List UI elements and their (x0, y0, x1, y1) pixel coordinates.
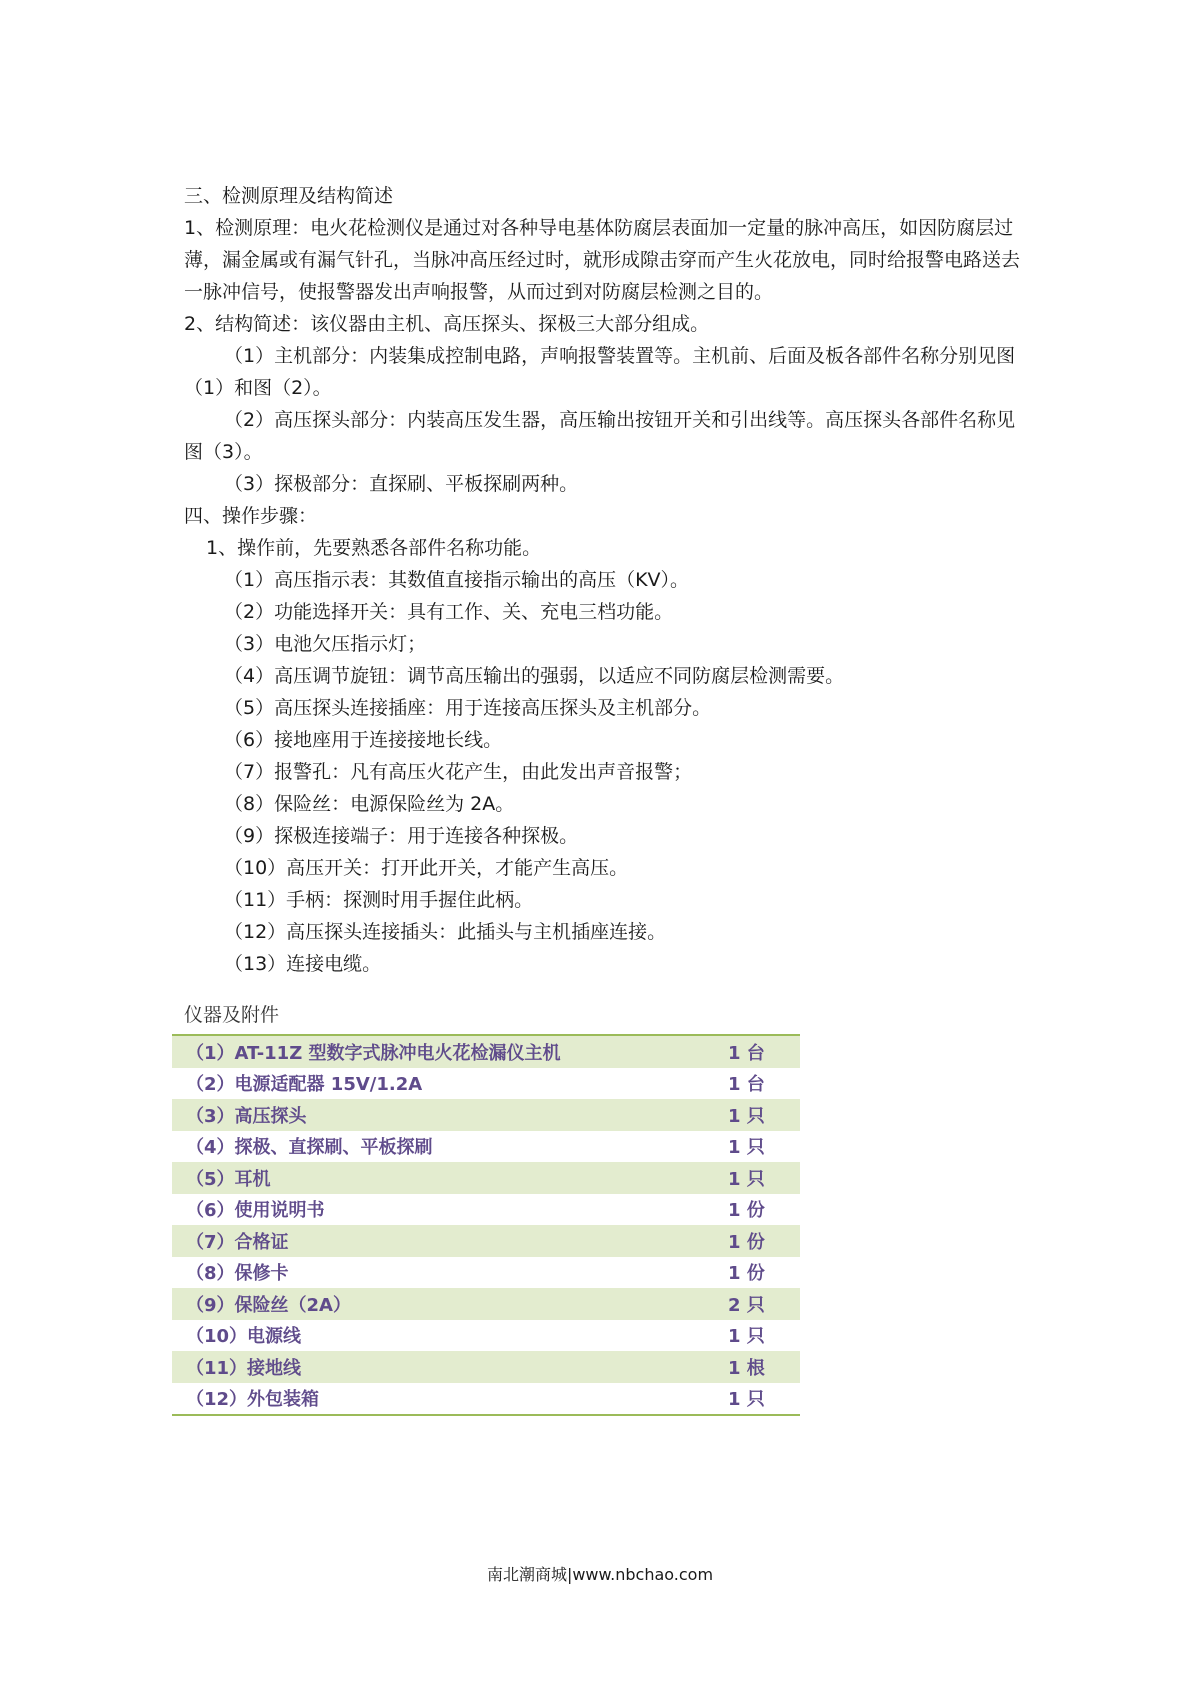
item-name: （5）耳机 (186, 1168, 271, 1190)
item-name: （6）使用说明书 (186, 1200, 325, 1222)
table-row (172, 1225, 800, 1257)
table-row (172, 1320, 800, 1352)
item-name: （1）AT-11Z 型数字式脉冲电火花检漏仪主机 (186, 1042, 561, 1064)
accessories-table (172, 1034, 800, 1416)
list-item: （7）报警孔：凡有高压火花产生，由此发出声音报警； (224, 761, 693, 783)
step1-paragraph: 1、操作前，先要熟悉各部件名称功能。 (206, 537, 542, 559)
list-item: （13）连接电缆。 (224, 953, 382, 975)
document-body (184, 180, 1024, 980)
list-item: （8）保险丝：电源保险丝为 2A。 (224, 793, 515, 815)
list-item: （1）高压指示表：其数值直接指示输出的高压（KV）。 (224, 569, 690, 591)
section-3-heading: 三、检测原理及结构简述 (184, 185, 394, 207)
list-item: （12）高压探头连接插头：此插头与主机插座连接。 (224, 921, 667, 943)
structure-paragraph: 2、结构简述：该仪器由主机、高压探头、探极三大部分组成。 (184, 313, 710, 335)
item-quantity: 1 台 (728, 1042, 765, 1064)
item-name: （9）保险丝（2A） (186, 1294, 351, 1316)
item-quantity: 1 只 (728, 1389, 765, 1411)
item-name: （12）外包装箱 (186, 1389, 320, 1411)
item-quantity: 2 只 (728, 1294, 765, 1316)
table-row (172, 1257, 800, 1289)
table-row (172, 1131, 800, 1163)
list-item: （3）电池欠压指示灯； (224, 633, 427, 655)
item-name: （8）保修卡 (186, 1263, 289, 1285)
part2-paragraph: （2）高压探头部分：内装高压发生器，高压输出按钮开关和引出线等。高压探头各部件名称见图（3）。 (184, 409, 1016, 463)
list-item: （5）高压探头连接插座：用于连接高压探头及主机部分。 (224, 697, 712, 719)
item-quantity: 1 只 (728, 1168, 765, 1190)
accessories-title: 仪器及附件 (184, 1004, 280, 1026)
section-4-heading: 四、操作步骤： (184, 505, 318, 527)
part3-paragraph: （3）探极部分：直探刷、平板探刷两种。 (224, 473, 579, 495)
item-quantity: 1 份 (728, 1231, 765, 1253)
item-name: （2）电源适配器 15V/1.2A (186, 1074, 423, 1096)
table-row (172, 1351, 800, 1383)
item-quantity: 1 份 (728, 1200, 765, 1222)
list-item: （2）功能选择开关：具有工作、关、充电三档功能。 (224, 601, 674, 623)
list-item: （10）高压开关：打开此开关，才能产生高压。 (224, 857, 629, 879)
principle-paragraph: 1、检测原理：电火花检测仪是通过对各种导电基体防腐层表面加一定量的脉冲高压，如因防腐层过薄，漏金属或有漏气针孔，当脉冲高压经过时，就形成隙击穿而产生火花放电，同时给报警电路送去一脉冲信号，使报警器发出声响报警，从而过到对防腐层检测之目的。 (184, 217, 1021, 303)
item-name: （7）合格证 (186, 1231, 289, 1253)
item-name: （11）接地线 (186, 1357, 302, 1379)
item-name: （4）探极、直探刷、平板探刷 (186, 1137, 433, 1159)
table-row (172, 1068, 800, 1100)
page-footer: 南北潮商城|www.nbchao.com (486, 1565, 714, 1584)
table-row (172, 1162, 800, 1194)
table-row (172, 1099, 800, 1131)
item-quantity: 1 份 (728, 1263, 765, 1285)
item-name: （3）高压探头 (186, 1105, 307, 1127)
list-item: （6）接地座用于连接接地长线。 (224, 729, 503, 751)
table-row (172, 1383, 800, 1415)
part1-paragraph: （1）主机部分：内装集成控制电路，声响报警装置等。主机前、后面及板各部件名称分别见图（1）和图（2）。 (184, 345, 1016, 399)
table-row (172, 1288, 800, 1320)
item-quantity: 1 只 (728, 1326, 765, 1348)
list-item: （9）探极连接端子：用于连接各种探极。 (224, 825, 579, 847)
item-quantity: 1 台 (728, 1074, 765, 1096)
table-row (172, 1036, 800, 1068)
list-item: （11）手柄：探测时用手握住此柄。 (224, 889, 534, 911)
item-quantity: 1 只 (728, 1137, 765, 1159)
table-row (172, 1194, 800, 1226)
item-name: （10）电源线 (186, 1326, 302, 1348)
list-item: （4）高压调节旋钮：调节高压输出的强弱，以适应不同防腐层检测需要。 (224, 665, 845, 687)
item-quantity: 1 只 (728, 1105, 765, 1127)
item-quantity: 1 根 (728, 1357, 765, 1379)
